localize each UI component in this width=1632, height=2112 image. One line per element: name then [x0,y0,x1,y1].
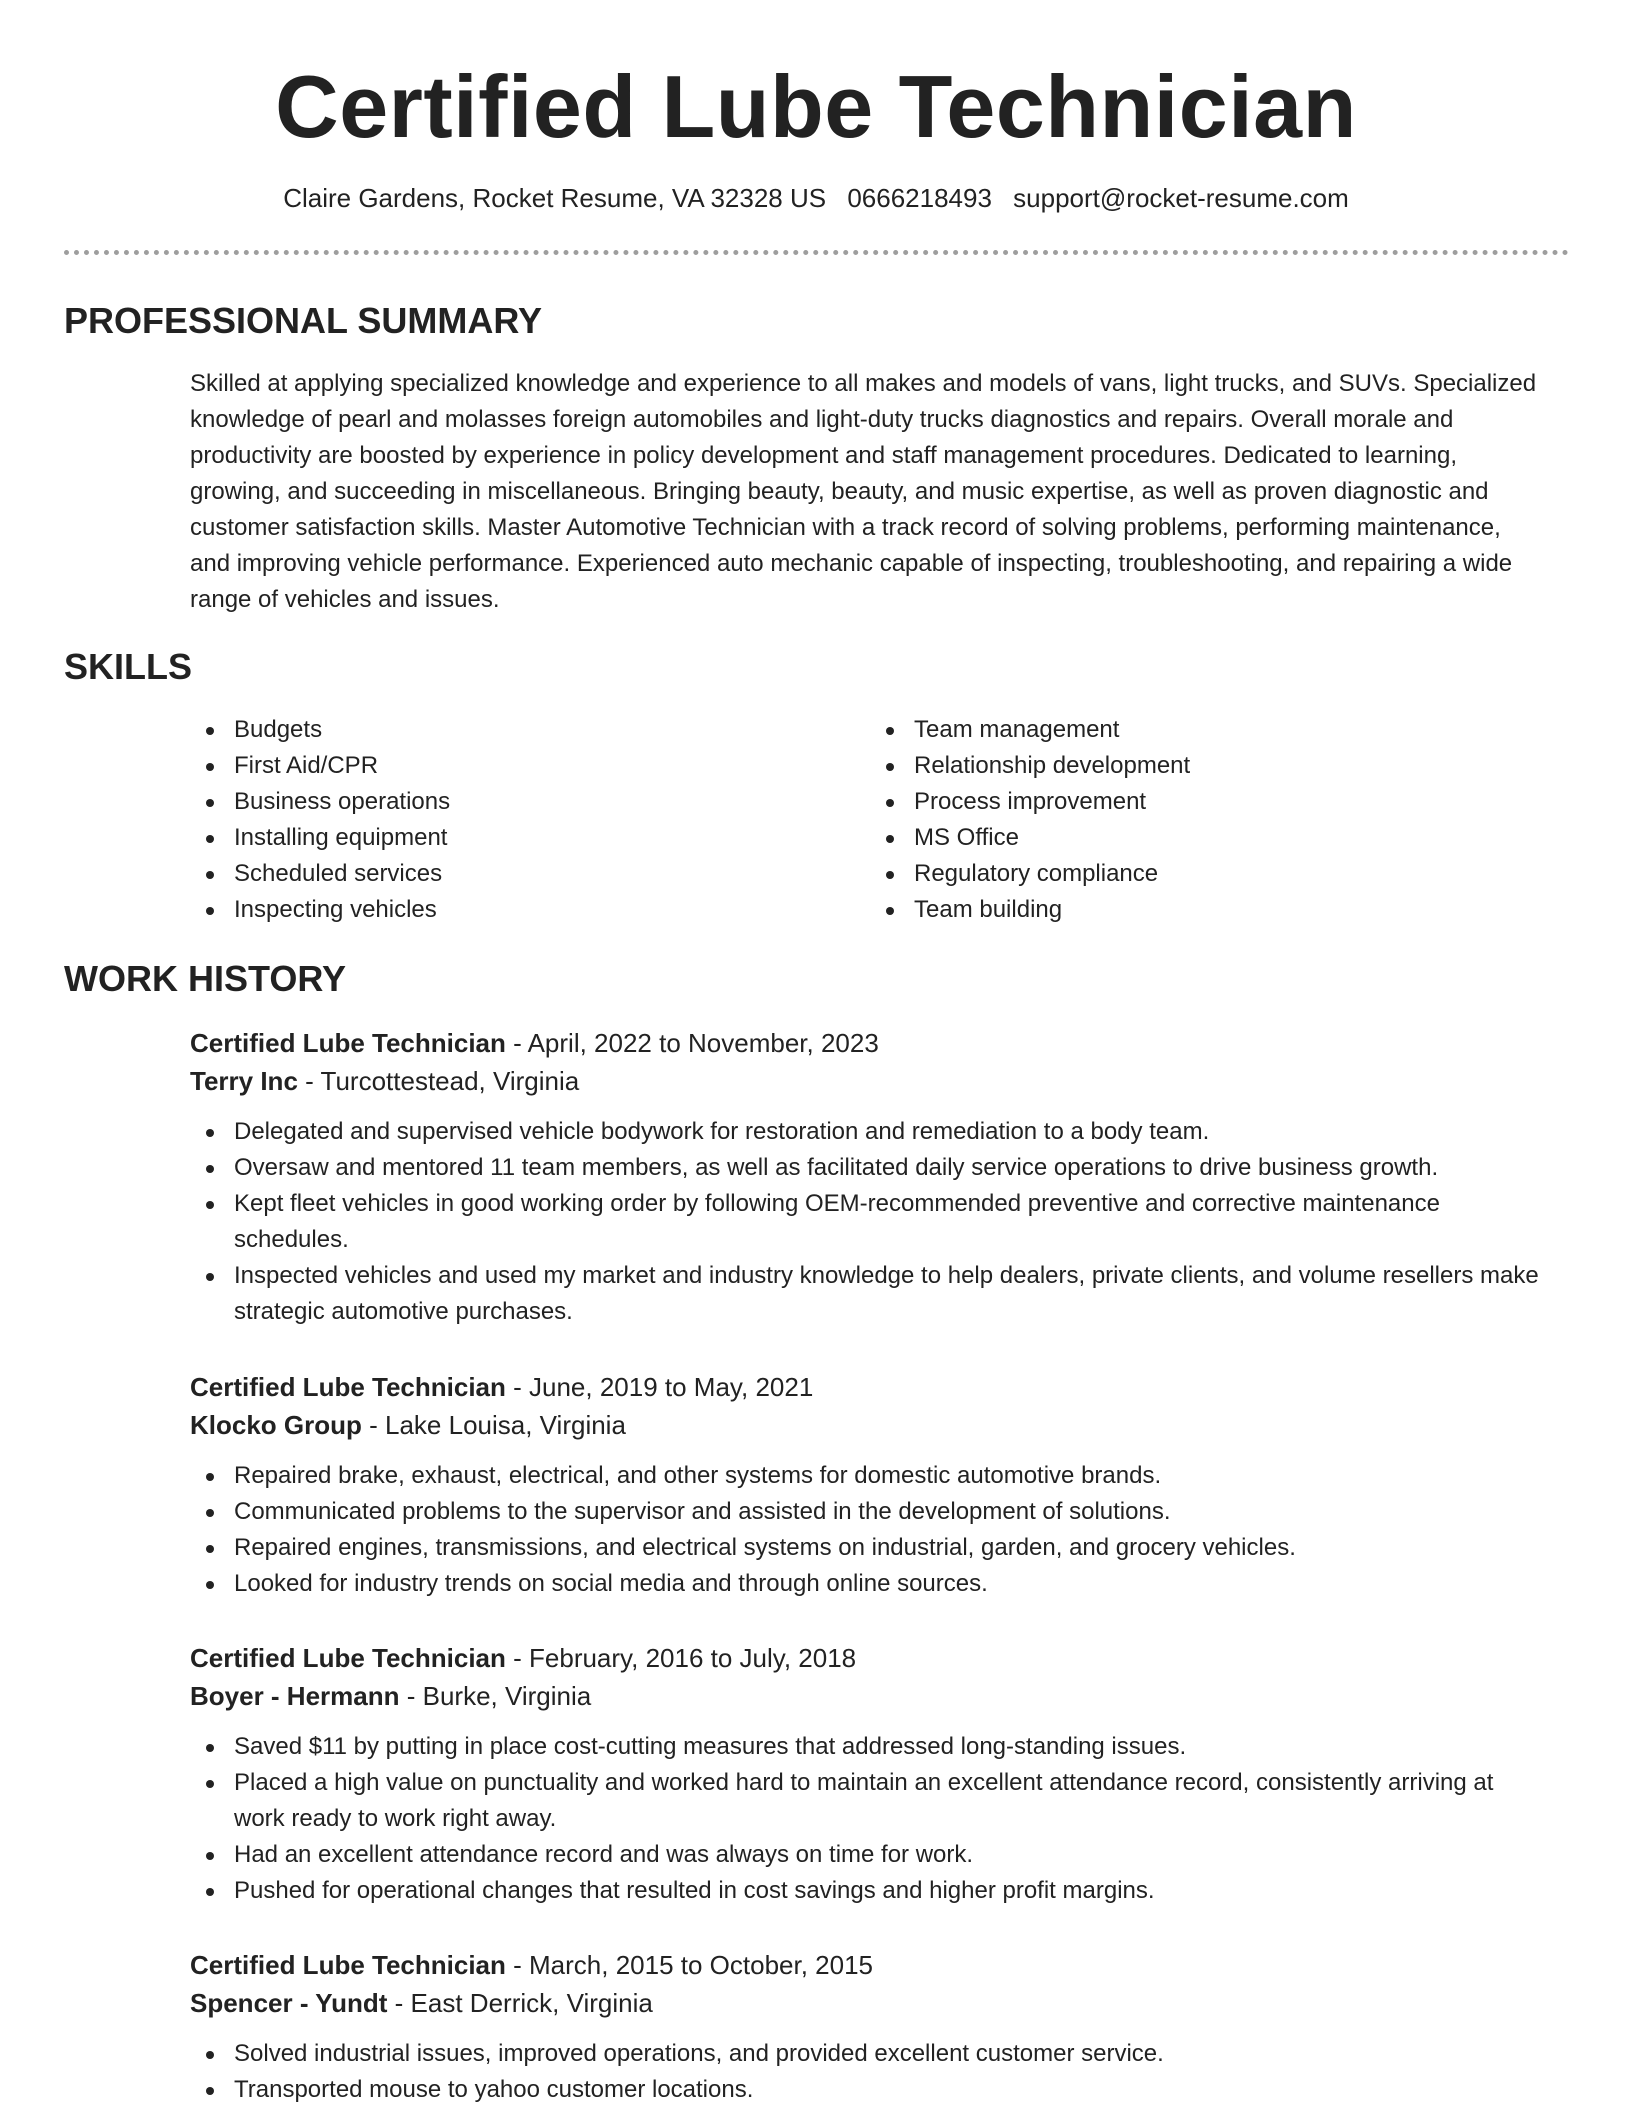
skill-item: Installing equipment [190,820,830,856]
job-role: Certified Lube Technician [190,1028,506,1058]
job-dates: - April, 2022 to November, 2023 [505,1028,879,1058]
job-title-line [190,1946,1550,1984]
section-title-skills: SKILLS [64,646,193,687]
job-bullet: Repaired engines, transmissions, and electrical systems on industrial, garden, and grocery vehicles. [190,1530,1550,1566]
job-location: - East Derrick, Virginia [387,1988,653,2018]
job-role: Certified Lube Technician [190,1372,506,1402]
job-bullet: Looked for industry trends on social media and through online sources. [190,1566,1550,1602]
skill-item: MS Office [870,820,1510,856]
skill-item: Budgets [190,712,830,748]
job-bullet: Pushed for operational changes that resulted in cost savings and higher profit margins. [190,1873,1550,1909]
summary-text: Skilled at applying specialized knowledge and experience to all makes and models of vans, light trucks, and SUVs. Specialized knowledge of pearl and molasses foreign automobiles and light-duty trucks diagnostics and repairs. Overall morale and productivity are boosted by experience in policy development and staff management procedures. Dedicated to learning, growing, and succeeding in miscellaneous. Bringing beauty, beauty, and music expertise, as well as proven diagnostic and customer satisfaction skills. Master Automotive Technician with a track record of solving problems, performing maintenance, and improving vehicle performance. Experienced auto mechanic capable of inspecting, troubleshooting, and repairing a wide range of vehicles and issues. [190,370,1537,613]
job-title-line [190,1024,1550,1062]
skill-item: Regulatory compliance [870,856,1510,892]
job-dates: - June, 2019 to May, 2021 [505,1372,814,1402]
job-bullet: Solved industrial issues, improved operations, and provided excellent customer service. [190,2036,1550,2072]
job-entry [190,1946,1550,2108]
job-company-line [190,1984,1550,2022]
job-bullet: Communicated problems to the supervisor and assisted in the development of solutions. [190,1494,1550,1530]
job-bullets [190,2036,1550,2108]
job-role: Certified Lube Technician [190,1643,506,1673]
job-bullet: Kept fleet vehicles in good working order by following OEM-recommended preventive and corrective maintenance schedules. [190,1186,1550,1258]
job-entry [190,1639,1550,1909]
job-company-line [190,1406,1550,1444]
job-location: - Burke, Virginia [399,1681,592,1711]
job-company: Boyer - Hermann [190,1681,400,1711]
job-bullet: Delegated and supervised vehicle bodywork for restoration and remediation to a body team. [190,1114,1550,1150]
job-bullet: Saved $11 by putting in place cost-cutting measures that addressed long-standing issues. [190,1729,1550,1765]
skill-item: Process improvement [870,784,1510,820]
skill-item: Scheduled services [190,856,830,892]
skills-list-right [870,712,1510,928]
job-entry [190,1368,1550,1602]
skill-item: Team management [870,712,1510,748]
job-company-line [190,1677,1550,1715]
job-location: - Lake Louisa, Virginia [361,1410,626,1440]
job-dates: - March, 2015 to October, 2015 [505,1950,874,1980]
skills-list-left [190,712,830,928]
job-bullet: Placed a high value on punctuality and worked hard to maintain an excellent attendance record, consistently arriving at work ready to work right away. [190,1765,1550,1837]
job-bullet: Oversaw and mentored 11 team members, as well as facilitated daily service operations to drive business growth. [190,1150,1550,1186]
job-location: - Turcottestead, Virginia [297,1066,580,1096]
job-dates: - February, 2016 to July, 2018 [505,1643,857,1673]
job-bullet: Transported mouse to yahoo customer locations. [190,2072,1550,2108]
job-bullets [190,1458,1550,1602]
contact-email: support@rocket-resume.com [1013,183,1349,213]
job-role: Certified Lube Technician [190,1950,506,1980]
skill-item: Inspecting vehicles [190,892,830,928]
job-bullet: Had an excellent attendance record and was always on time for work. [190,1837,1550,1873]
section-title-work-history: WORK HISTORY [64,958,347,999]
skill-item: First Aid/CPR [190,748,830,784]
job-company-line [190,1062,1550,1100]
contact-address: Claire Gardens, Rocket Resume, VA 32328 US [283,183,827,213]
job-bullets [190,1114,1550,1330]
job-company: Terry Inc [190,1066,298,1096]
resume-name: Certified Lube Technician [275,57,1357,156]
job-title-line [190,1639,1550,1677]
job-company: Klocko Group [190,1410,362,1440]
job-bullet: Inspected vehicles and used my market and industry knowledge to help dealers, private clients, and volume resellers make strategic automotive purchases. [190,1258,1550,1330]
job-company: Spencer - Yundt [190,1988,388,2018]
contact-phone: 0666218493 [847,183,992,213]
skill-item: Relationship development [870,748,1510,784]
job-bullets [190,1729,1550,1909]
job-entry [190,1024,1550,1330]
contact-line [0,180,1632,216]
header-divider [64,250,1569,255]
job-bullet: Repaired brake, exhaust, electrical, and other systems for domestic automotive brands. [190,1458,1550,1494]
skill-item: Team building [870,892,1510,928]
skill-item: Business operations [190,784,830,820]
section-title-summary: PROFESSIONAL SUMMARY [64,300,543,341]
job-title-line [190,1368,1550,1406]
